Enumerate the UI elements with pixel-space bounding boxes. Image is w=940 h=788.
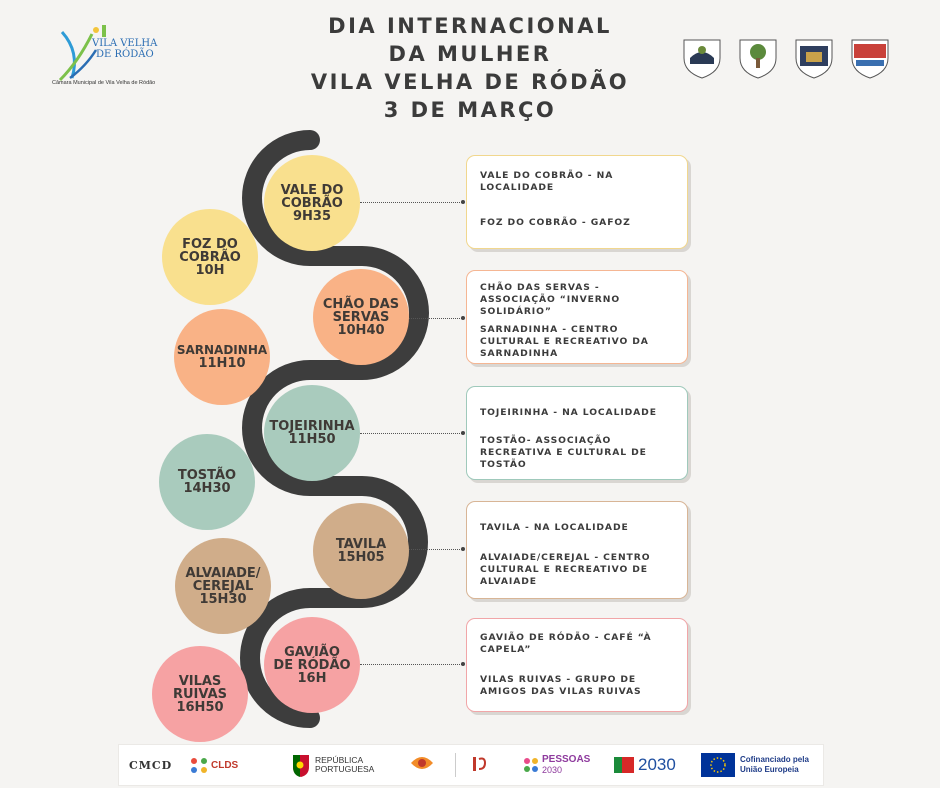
- stop-circle: [264, 385, 360, 481]
- pessoas-logo: [523, 745, 590, 785]
- stop-name: CHÃO DAS SERVAS: [322, 296, 400, 325]
- info-card: [466, 155, 688, 249]
- connector-line: [409, 318, 464, 319]
- logo-subtitle: Câmara Municipal de Vila Velha de Ródão: [52, 80, 156, 86]
- card-text-b: ALVAIADE/CEREJAL - CENTRO CULTURAL E RECREATIVO DE ALVAIADE: [480, 552, 651, 587]
- stop-time: 10H40: [337, 322, 385, 338]
- card-text-b: VILAS RUIVAS - GRUPO DE AMIGOS DAS VILAS RUIVAS: [480, 674, 642, 697]
- card-text-a: CHÃO DAS SERVAS - ASSOCIAÇÃO “INVERNO SOLIDÁRIO”: [480, 282, 621, 317]
- connector-dot: [461, 316, 465, 320]
- card-text-a: TOJEIRINHA - NA LOCALIDADE: [480, 407, 657, 418]
- stop-name: TOJEIRINHA: [269, 419, 355, 434]
- card-text-b: SARNADINHA - CENTRO CULTURAL E RECREATIVO DA SARNADINHA: [480, 324, 649, 359]
- stop-name: TOSTÃO: [177, 468, 237, 483]
- pessoas-text: PESSOAS: [542, 754, 591, 765]
- stop-circle: [174, 309, 270, 405]
- eu-logo: [701, 745, 809, 785]
- footer-logos: [118, 744, 824, 786]
- connector-line: [360, 664, 464, 665]
- stop-name: FOZ DO COBRÃO: [179, 236, 241, 265]
- stop-name: SARNADINHA: [176, 343, 268, 357]
- connector-dot: [461, 547, 465, 551]
- stop-time: 16H50: [176, 699, 224, 715]
- connector-line: [360, 202, 464, 203]
- info-card: [466, 386, 688, 480]
- republica-logo: [291, 745, 374, 785]
- stop-circle: [264, 617, 360, 713]
- stop-time: 14H30: [183, 481, 231, 496]
- clds-text: CLDS: [211, 759, 239, 771]
- logo-line2: DE RÓDÃO: [96, 49, 154, 60]
- info-card: [466, 270, 688, 364]
- republica-shield-icon: [291, 753, 311, 777]
- stop-name: GAVIÃO DE RÓDÃO: [273, 644, 351, 673]
- stop-circle: [162, 209, 258, 305]
- pessoas-year: 2030: [542, 765, 563, 775]
- title-line2: DA MULHER: [388, 42, 552, 66]
- connector-line: [360, 433, 464, 434]
- stop-circle: [313, 503, 409, 599]
- title-line3: VILA VELHA DE RÓDÃO: [310, 70, 630, 94]
- stop-circle: [313, 269, 409, 365]
- portugal2030-logo: [613, 745, 676, 785]
- iss-logo: [469, 745, 493, 785]
- stop-time: 11H50: [288, 432, 336, 447]
- stop-time: 10H: [195, 262, 225, 278]
- republica-line1: REPÚBLICA: [315, 755, 364, 765]
- stop-name: ALVAIADE/ CEREJAL: [185, 565, 261, 594]
- connector-line: [409, 549, 464, 550]
- connector-dot: [461, 200, 465, 204]
- connector-dot: [461, 662, 465, 666]
- stop-circle: [175, 538, 271, 634]
- stop-time: 15H05: [337, 550, 385, 565]
- stop-time: 16H: [297, 670, 327, 686]
- cmcd-logo: [129, 745, 172, 785]
- stop-circle: [152, 646, 248, 742]
- stop-time: 15H30: [199, 591, 247, 607]
- stop-name: VALE DO COBRÃO: [280, 182, 344, 211]
- title-line1: DIA INTERNACIONAL: [328, 14, 612, 38]
- stop-circle: [264, 155, 360, 251]
- logo-line1: VILA VELHA: [92, 38, 158, 49]
- clds-logo: [189, 745, 238, 785]
- title-line4: 3 DE MARÇO: [383, 98, 557, 122]
- info-card: [466, 501, 688, 599]
- card-text-a: VALE DO COBRÃO - NA LOCALIDADE: [480, 170, 614, 193]
- cmcd-text: CMCD: [129, 758, 173, 772]
- card-text-b: FOZ DO COBRÃO - GAFOZ: [480, 217, 631, 228]
- pessoas-dots-icon: [523, 757, 539, 773]
- card-text-b: TOSTÃO- ASSOCIAÇÃO RECREATIVA E CULTURAL DE TOSTÃO: [480, 435, 647, 470]
- stop-time: 11H10: [198, 356, 246, 371]
- iss-icon: [469, 753, 493, 777]
- eu-line1: Cofinanciado pela: [740, 755, 809, 764]
- stop-name: TAVILA: [335, 537, 387, 552]
- portugal-flag-icon: [613, 754, 635, 776]
- republica-line2: PORTUGUESA: [315, 764, 375, 774]
- footer-divider: [455, 753, 456, 777]
- portugal2030-text: 2030: [638, 755, 676, 774]
- stop-name: VILAS RUIVAS: [172, 673, 227, 702]
- stop-circle: [159, 434, 255, 530]
- info-card: [466, 618, 688, 712]
- card-text-a: GAVIÃO DE RÓDÃO - CAFÉ “À CAPELA”: [480, 632, 652, 655]
- connector-dot: [461, 431, 465, 435]
- stop-time: 9H35: [292, 208, 332, 224]
- eu-line2: União Europeia: [740, 765, 799, 774]
- seguranca-social-icon: [407, 753, 437, 777]
- eu-flag-icon: [701, 753, 735, 777]
- clds-people-icon: [189, 755, 209, 775]
- seguranca-social-logo: [407, 745, 437, 785]
- card-text-a: TAVILA - NA LOCALIDADE: [480, 522, 629, 533]
